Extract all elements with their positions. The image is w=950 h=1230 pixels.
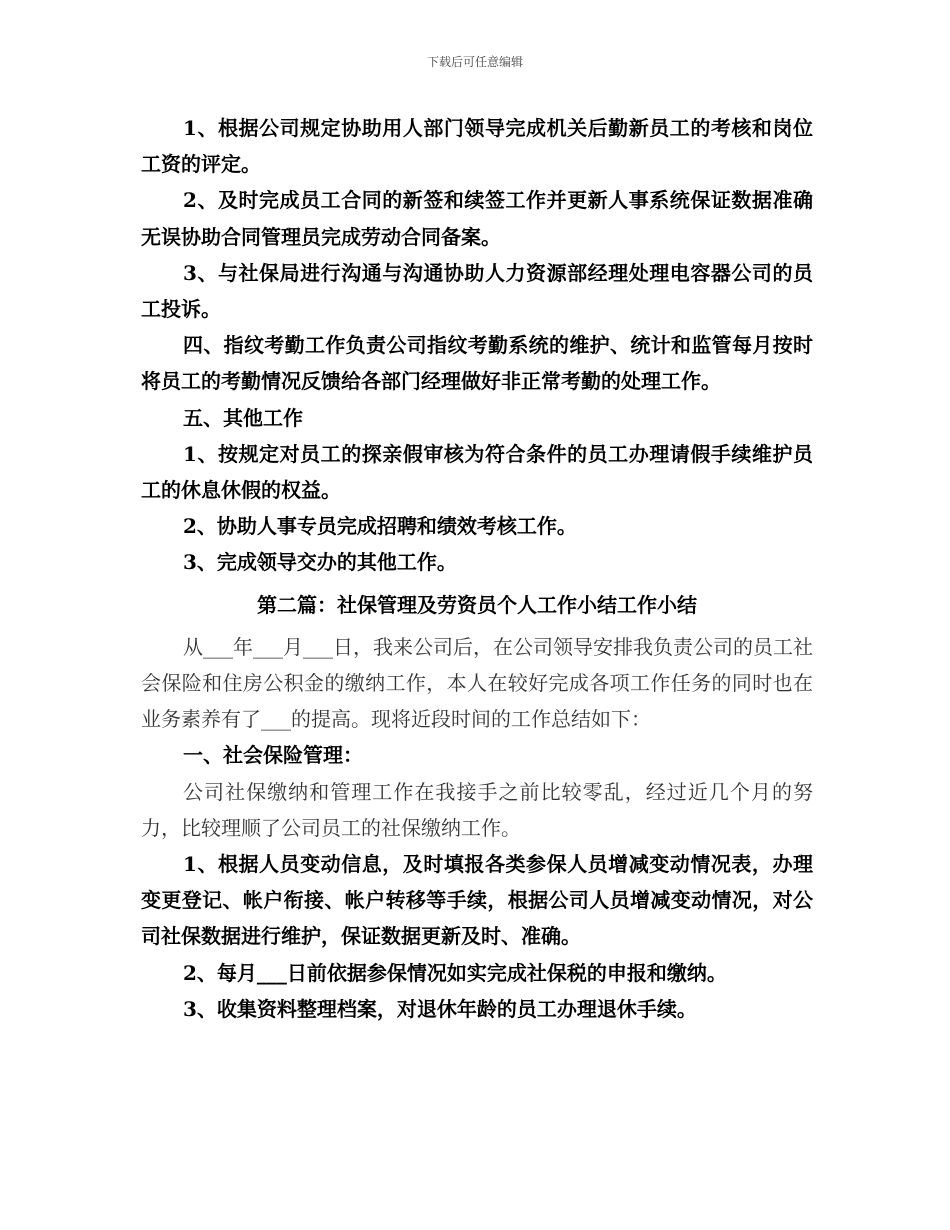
section-title: 第二篇：社保管理及劳资员个人工作小结工作小结 xyxy=(257,592,697,617)
paragraph-appraisal: 1、根据公司规定协助用人部门领导完成机关后勤新员工的考核和岗位工资的评定。 xyxy=(141,116,813,177)
paragraph-social-security-bureau: 3、与社保局进行沟通与沟通协助人力资源部经理处理电容器公司的员工投诉。 xyxy=(141,260,813,322)
sub-heading-social-insurance: 一、社会保险管理： xyxy=(183,743,363,768)
paragraph-fingerprint-attendance: 四、指纹考勤工作负责公司指纹考勤系统的维护、统计和监管每月按时将员工的考勤情况反馈给各部门经理做好非正常考勤的处理工作。 xyxy=(141,333,813,394)
intro-paragraph: 从___年___月___日，我来公司后，在公司领导安排我负责公司的员工社会保险和住房公积金的缴纳工作，本人在较好完成各项工作任务的同时也在业务素养有了___的提高。现将近段时间的工作总结如下： xyxy=(141,634,813,732)
paragraph-contracts: 2、及时完成员工合同的新签和续签工作并更新人事系统保证数据准确无误协助合同管理员完成劳动合同备案。 xyxy=(141,188,813,249)
paragraph-monthly-declaration: 2、每月___日前依据参保情况如实完成社保税的申报和缴纳。 xyxy=(183,960,727,985)
paragraph-personnel-changes: 1、根据人员变动信息，及时填报各类参保人员增减变动情况表，办理变更登记、帐户衔接、帐户转移等手续，根据公司人员增减变动情况，对公司社保数据进行维护，保证数据更新及时、准确。 xyxy=(141,852,813,949)
paragraph-other-tasks: 3、完成领导交办的其他工作。 xyxy=(183,550,457,575)
paragraph-recruitment-assist: 2、协助人事专员完成招聘和绩效考核工作。 xyxy=(183,514,577,539)
paragraph-leave-approval: 1、按规定对员工的探亲假审核为符合条件的员工办理请假手续维护员工的休息休假的权益。 xyxy=(141,441,813,503)
sub-intro-paragraph: 公司社保缴纳和管理工作在我接手之前比较零乱，经过近几个月的努力，比较理顺了公司员工的社保缴纳工作。 xyxy=(141,779,813,840)
document-body xyxy=(141,110,813,1027)
page-header-note: 下载后可任意编辑 xyxy=(426,55,523,69)
paragraph-other-work-heading: 五、其他工作 xyxy=(183,405,303,430)
paragraph-archives-retirement: 3、收集资料整理档案，对退休年龄的员工办理退休手续。 xyxy=(183,996,697,1021)
